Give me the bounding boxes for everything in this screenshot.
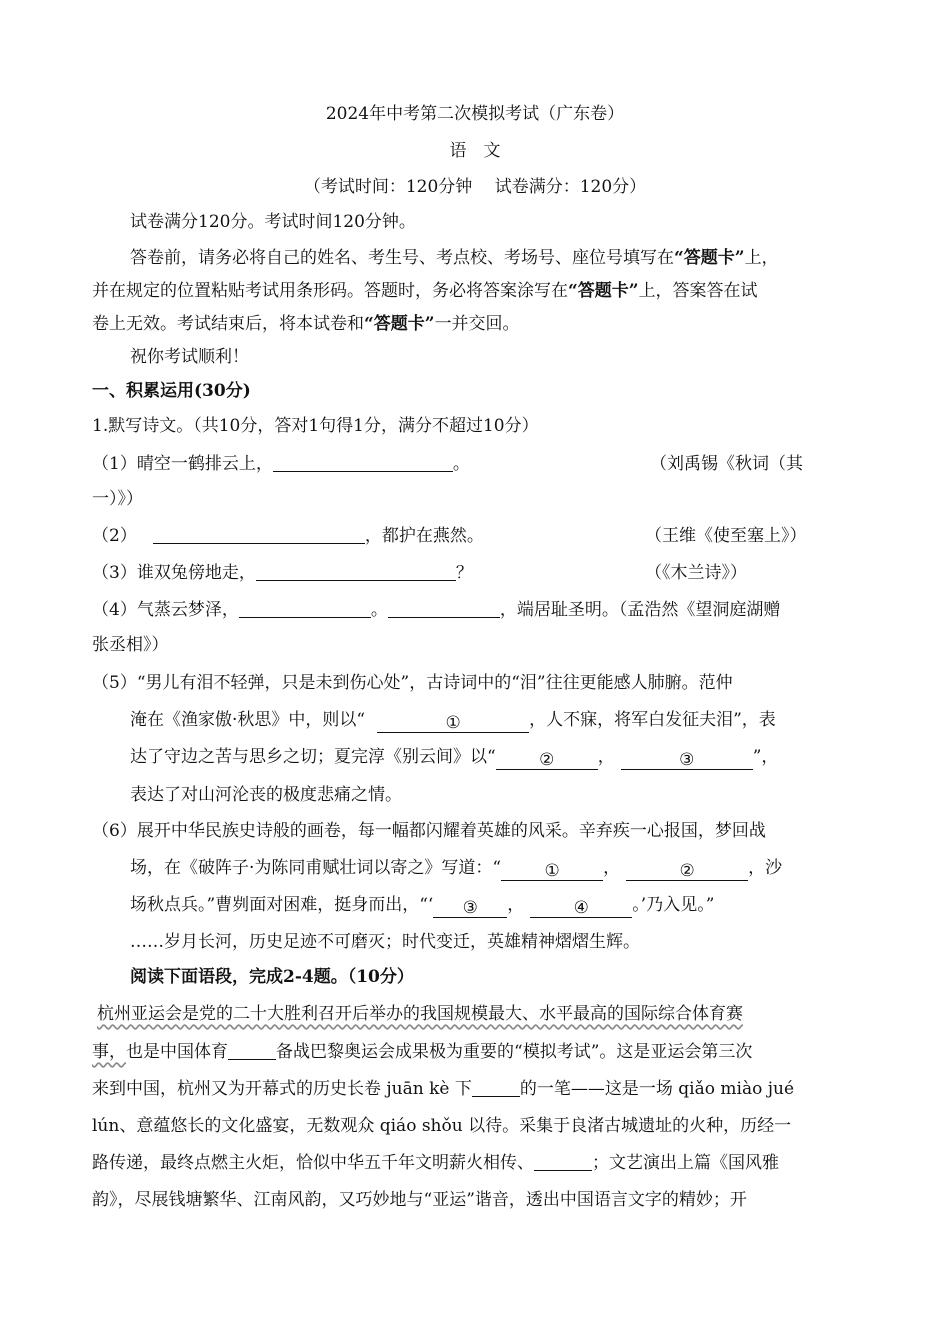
reading-line-5: 路传递，最终点燃主火炬，恰似中华五千年文明薪火相传、 ；文艺演出上篇《国风雅 bbox=[92, 1153, 779, 1173]
item-4: （4）气蒸云梦泽， 。 ，端居耻圣明。（孟浩然《望洞庭湖赠 bbox=[92, 600, 781, 620]
answer-blank[interactable] bbox=[273, 453, 453, 472]
answer-blank[interactable]: ① bbox=[377, 714, 529, 733]
reading-line-3: 来到中国，杭州又为开幕式的历史长卷 juān kè 下 的一笔——这是一场 qiǎo miào jué bbox=[92, 1079, 794, 1099]
item-6-line3: 场秋点兵。”曹刿面对困难，挺身而出，“‘ ③ ， ④ 。’乃入见。” bbox=[130, 895, 715, 918]
instruction-paragraph: 答卷前，请务必将自己的姓名、考生号、考点校、考场号、座位号填写在“答题卡”上， bbox=[130, 248, 779, 268]
question-1: 1.默写诗文。（共10分，答对1句得1分，满分不超过10分） bbox=[92, 416, 539, 436]
reading-line-6: 韵》，尽展钱塘繁华、江南风韵，又巧妙地与“亚运”谐音，透出中国语言文字的精妙；开 bbox=[92, 1190, 747, 1210]
exam-title: 2024年中考第二次模拟考试（广东卷） bbox=[325, 104, 625, 124]
answer-blank[interactable] bbox=[472, 1078, 520, 1097]
good-luck-text: 祝你考试顺利！ bbox=[130, 347, 249, 367]
item-3: （3）谁双兔傍地走， ？ bbox=[92, 563, 473, 583]
item-2-source: （王维《使至塞上》） bbox=[645, 526, 807, 546]
section-heading: 一、积累运用(30分) bbox=[92, 381, 251, 401]
item-1: （1）晴空一鹤排云上， 。 bbox=[92, 454, 470, 474]
instruction-paragraph-end: 卷上无效。考试结束后，将本试卷和“答题卡”一并交回。 bbox=[92, 314, 520, 334]
reading-line-4: lún、意蕴悠长的文化盛宴，无数观众 qiáo shǒu 以待。采集于良渚古城遗址的火种，历经一 bbox=[92, 1116, 792, 1136]
instruction-paragraph-cont: 并在规定的位置粘贴考试用条形码。答题时，务必将答案涂写在“答题卡”上，答案答在试 bbox=[92, 281, 758, 301]
item-6: （6）展开中华民族史诗般的画卷，每一幅都闪耀着英雄的风采。辛弃疾一心报国，梦回战 bbox=[92, 821, 766, 841]
answer-blank[interactable]: ③ bbox=[433, 899, 507, 918]
reading-line-1: 杭州亚运会是党的二十大胜利召开后举办的我国规模最大、水平最高的国际综合体育赛 bbox=[97, 1004, 743, 1024]
answer-blank[interactable] bbox=[256, 562, 456, 581]
instruction-line: 试卷满分120分。考试时间120分钟。 bbox=[130, 212, 416, 232]
answer-blank[interactable]: ④ bbox=[530, 899, 632, 918]
item-1-source: （刘禹锡《秋词（其 bbox=[650, 454, 803, 474]
answer-blank[interactable]: ② bbox=[626, 862, 748, 881]
subject-title: 语 文 bbox=[449, 141, 501, 161]
answer-blank[interactable] bbox=[388, 599, 500, 618]
item-5-line2: 淹在《渔家傲·秋思》中，则以“ ① ，人不寐，将军白发征夫泪”，表 bbox=[130, 710, 776, 733]
item-5-line4: 表达了对山河沦丧的极度悲痛之情。 bbox=[130, 785, 402, 805]
answer-blank[interactable] bbox=[534, 1152, 592, 1171]
answer-blank[interactable] bbox=[228, 1041, 276, 1060]
item-4-source-cont: 张丞相》） bbox=[92, 635, 169, 655]
item-6-line2: 场，在《破阵子·为陈同甫赋壮词以寄之》写道：“ ① ， ② ，沙 bbox=[130, 858, 783, 881]
answer-blank[interactable]: ① bbox=[501, 862, 603, 881]
reading-line-2: 事，也是中国体育 备战巴黎奥运会成果极为重要的“模拟考试”。这是亚运会第三次 bbox=[92, 1042, 753, 1062]
item-5-line3: 达了守边之苦与思乡之切；夏完淳《别云间》以“ ② ， ③ ”， bbox=[130, 747, 779, 770]
answer-blank[interactable] bbox=[239, 599, 371, 618]
answer-blank[interactable]: ③ bbox=[621, 751, 753, 770]
answer-blank[interactable]: ② bbox=[496, 751, 598, 770]
exam-time-info: （考试时间：120分钟 试卷满分：120分） bbox=[303, 177, 647, 197]
reading-heading: 阅读下面语段，完成2-4题。（10分） bbox=[130, 967, 414, 987]
item-5: （5）“男儿有泪不轻弹，只是未到伤心处”，古诗词中的“泪”往往更能感人肺腑。范仲 bbox=[92, 673, 733, 693]
item-6-line4: ……岁月长河，历史足迹不可磨灭；时代变迁，英雄精神熠熠生辉。 bbox=[130, 932, 640, 952]
item-1-source-cont: 一）》） bbox=[92, 489, 143, 509]
item-3-source: （《木兰诗》） bbox=[645, 563, 747, 583]
answer-blank[interactable] bbox=[153, 525, 365, 544]
item-2: （2） ，都护在燕然。 bbox=[92, 526, 484, 546]
